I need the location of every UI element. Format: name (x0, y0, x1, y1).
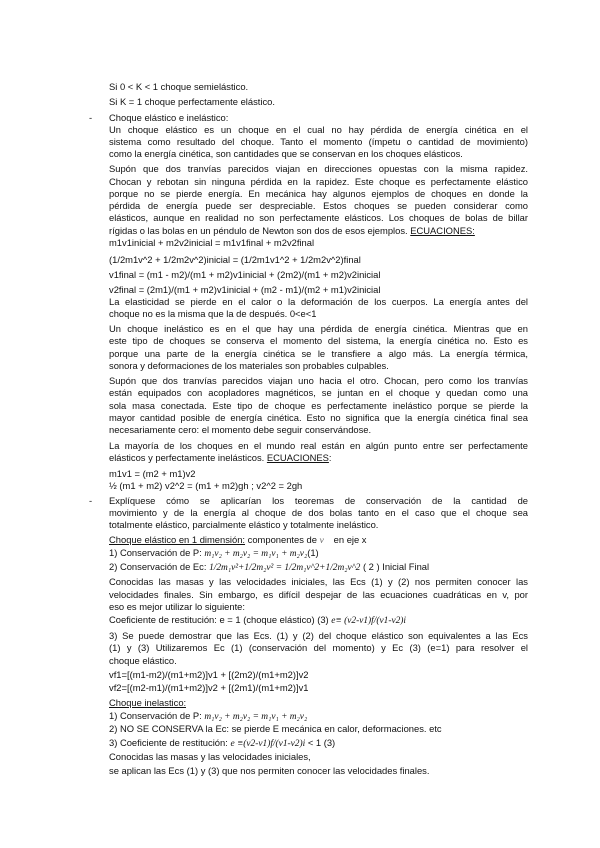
text-segment: elásticos y perfectamente inelásticos. (109, 453, 265, 463)
equation-line (109, 738, 528, 750)
text-line: este tipo de choques se conserva el momento del sistema, la energía cinética no. Esto es (109, 336, 528, 346)
text-line: sistema como resultado del choque. Tanto el momento (ímpetu o cantidad de movimiento) (109, 137, 528, 147)
equations-label: ECUACIONES (266, 453, 329, 463)
equation-line: m1v1inicial + m2v2inicial = m1v1final + m2v2final (109, 238, 315, 248)
text-segment: 1) Conservación de P: (109, 711, 202, 721)
text-line: sola masa conectada. Este tipo de choque es perfectamente inelástico porque se pierde la (109, 401, 528, 411)
text-line: elásticos, aunque en realidad no son perfectamente elásticos. Los choques de bolas de billar (109, 213, 528, 223)
equation-line: ½ (m1 + m2) v2^2 = (m1 + m2)gh ; v2^2 = 2gh (109, 481, 303, 491)
text-line: mayor cantidad posible de energía cinética. Esto no significa que la energía cinética final sea (109, 413, 528, 423)
text-line: Supón que dos tranvías parecidos viajan uno hacia el otro. Chocan, pero como los tranvías (109, 376, 528, 386)
text-line: Conocidas las masas y las velocidades iniciales, (109, 752, 311, 762)
momentum-equation: m₁v₂ + m₂v₂ = m₁v₁ + m₂v₂ (204, 712, 308, 722)
text-segment: 3) Coeficiente de restitución: (109, 738, 228, 748)
text-line: Si K = 1 choque perfectamente elástico. (109, 97, 275, 107)
text-segment: 2) Conservación de Ec: (109, 562, 207, 572)
bullet: - (89, 495, 93, 506)
text-segment: ( 2 ) Inicial Final (362, 562, 430, 572)
text-line: elásticos y perfectamente inelásticos. ECUACIONES: (109, 453, 332, 463)
text-line: como la energía cinética, son cantidades que se conservan en los choques elásticos. (109, 149, 463, 159)
text-segment: rígidas o las bolas en un péndulo de Newton son dos de esos ejemplos. (109, 226, 408, 236)
equation-line (109, 562, 528, 574)
question-line: totalmente elástico, parcialmente elástico y totalmente inelástico. (109, 520, 379, 530)
text-line: 2) NO SE CONSERVA la Ec: se pierde E mecánica en calor, deformaciones. etc (109, 724, 442, 734)
text-line: choque no es la misma que la de después. 0<e<1 (109, 309, 317, 319)
text-line: sonora y deformaciones de los materiales son probables culpables. (109, 361, 389, 371)
text-line: (1) y (3) Utilizaremos Ec (1) (conservación del momento) y Ec (3) (e=1) para resolver el (109, 643, 528, 653)
text-line: Conocidas las masas y las velocidades iniciales, las Ecs (1) y (2) nos permiten conocer las (109, 577, 528, 587)
equation-line: vf1=[(m1-m2)/(m1+m2)]v1 + [(2m2)/(m1+m2)]v2 (109, 670, 309, 680)
text-line: choque elástico. (109, 656, 177, 666)
question-line: movimiento y de la energía al choque de dos bolas tanto en el caso que el choque sea (109, 508, 528, 518)
text-segment: 1) Conservación de P: (109, 548, 202, 558)
text-line: porque no se pierde energía. En mecánica hay algunos ejemplos de choques en donde la (109, 189, 528, 199)
velocity-vector-symbol: v⃗ (319, 536, 332, 546)
text-line: eso es mejor utilizar lo siguiente: (109, 602, 246, 612)
equation-line (109, 615, 528, 627)
bullet: - (89, 112, 93, 123)
restitution-equation: e ≡(v2-v1)f/(v1-v2)i (230, 739, 306, 749)
text-line (109, 226, 528, 237)
text-line: Un choque elástico es un choque en el cual no hay pérdida de energía cinética en el (109, 125, 528, 135)
subheading-line (109, 535, 528, 547)
equation-line: vf2=[(m2-m1)/(m1+m2)]v2 + [(2m1)/(m1+m2)]v1 (109, 683, 309, 693)
text-line: Un choque inelástico es en el que hay una pérdida de energía cinética. Mientras que en (109, 324, 528, 334)
text-line: velocidades finales. Sin embargo, es difícil despejar de las ecuaciones cuadráticas en v, por (109, 590, 528, 600)
equation-line (109, 548, 528, 560)
equations-label: ECUACIONES: (410, 226, 475, 236)
question-line: Explíquese cómo se aplicarían los teoremas de conservación de la cantidad de (109, 496, 528, 506)
text-segment: < 1 (3) (307, 738, 336, 748)
equation-line: v2final = (2m1)/(m1 + m2)v1inicial + (m2 - m1)/(m2 + m1)v2inicial (109, 285, 381, 295)
text-line: pérdida de energía puede ser despreciable. Estos choques se pueden considerar como (109, 201, 528, 211)
text-line: La mayoría de los choques en el mundo real están en algún punto entre ser perfectamente (109, 441, 528, 451)
text-line: Chocan y rebotan sin ninguna pérdida en la rapidez. Este choque es perfectamente elástico (109, 177, 528, 187)
text-segment: (1) (307, 548, 319, 558)
equation-line: v1final = (m1 - m2)/(m1 + m2)v1inicial + (2m2)/(m1 + m2)v2inicial (109, 270, 381, 280)
section-heading: Choque elástico e inelástico: (109, 113, 229, 123)
text-line: La elasticidad se pierde en el calor o la deformación de los cuerpos. La energía antes del (109, 297, 528, 307)
text-line: necesariamente cero: el momento debe seguir conservándose. (109, 425, 372, 435)
text-segment: en eje x (333, 535, 367, 545)
text-segment: Coeficiente de restitución: e = 1 (choque elástico) (3) (109, 615, 329, 625)
momentum-equation: m₁v₂ + m₂v₂ = m₁v₁ + m₂v₂ (204, 549, 308, 559)
elastic-1d-heading: Choque elástico en 1 dimensión: (109, 535, 246, 545)
text-line: Si 0 < K < 1 choque semielástico. (109, 82, 249, 92)
equation-line: m1v1 = (m2 + m1)v2 (109, 469, 196, 479)
text-line: 3) Se puede demostrar que las Ecs. (1) y (2) del choque elástico son equivalentes a las Ecs (109, 631, 528, 641)
equation-line: (1/2m1v^2 + 1/2m2v^2)inicial = (1/2m1v1^2 + 1/2m2v^2)final (109, 255, 361, 265)
text-line: porque una parte de la energía cinética se le transfiere a algo más. La energía térmica, (109, 349, 528, 359)
text-line: están equipados con acopladores magnéticos, se juntan en el choque y quedan como una (109, 388, 528, 398)
energy-equation: 1/2m₁v²+1/2m₂v² = 1/2m₁v^2+1/2m₂v^2 (209, 563, 361, 573)
inelastic-heading: Choque inelastico: (109, 698, 187, 708)
text-line: Supón que dos tranvías parecidos viajan en direcciones opuestas con la misma rapidez. (109, 164, 528, 174)
restitution-equation: e≡ (v2-v1)f/(v1-v2)i (331, 616, 407, 626)
text-segment: componentes de (247, 535, 317, 545)
equation-line (109, 711, 528, 723)
text-line: se aplican las Ecs (1) y (3) que nos permiten conocer las velocidades finales. (109, 766, 430, 776)
